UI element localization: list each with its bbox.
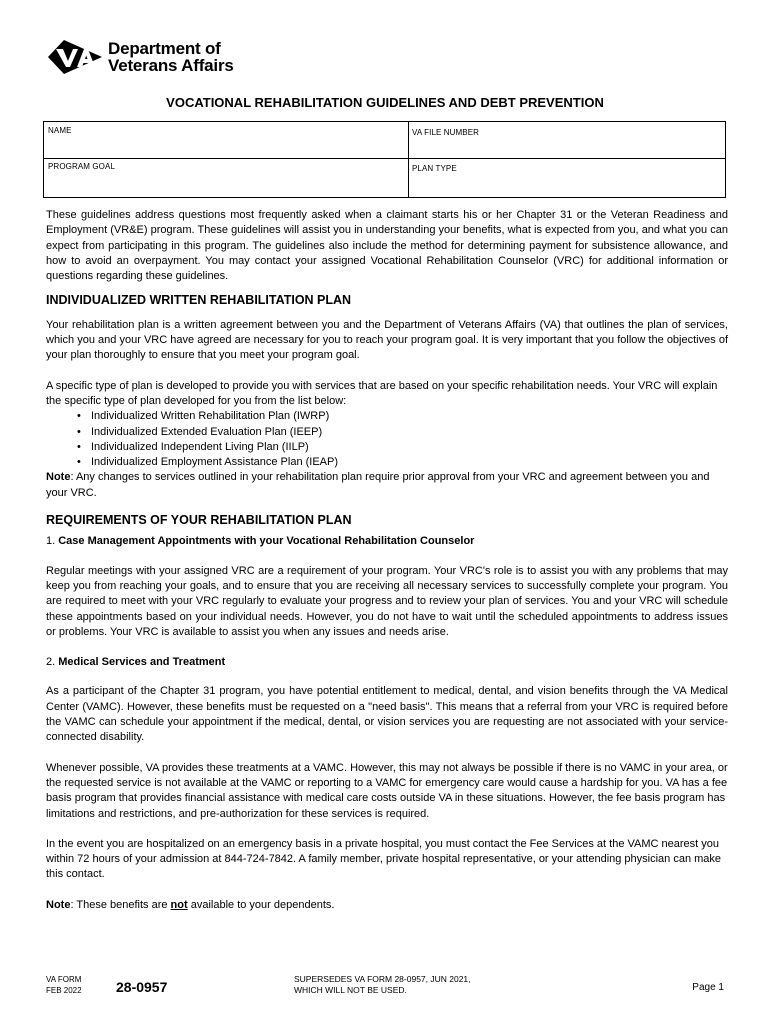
va-header (46, 36, 234, 78)
supersedes-line-1: SUPERSEDES VA FORM 28-0957, JUN 2021, (294, 974, 471, 984)
dependents-note (46, 898, 728, 913)
form-date: FEB 2022 (46, 986, 82, 995)
subheading-case-management (46, 534, 728, 549)
list-item: • Individualized Independent Living Plan (IILP) (77, 440, 728, 455)
note-text: available to your dependents. (187, 898, 335, 911)
list-item: • Individualized Extended Evaluation Plan (IEEP) (77, 425, 728, 440)
form-title: VOCATIONAL REHABILITATION GUIDELINES AND DEBT PREVENTION (166, 95, 604, 110)
note-label: Note (46, 471, 71, 484)
form-fields-box (43, 121, 726, 198)
section-heading-iwrp: INDIVIDUALIZED WRITTEN REHABILITATION PLAN (46, 293, 352, 308)
department-line-1: Department of (108, 39, 221, 58)
department-name (108, 40, 234, 74)
plan-note (46, 470, 728, 501)
document-body (46, 208, 728, 913)
form-label-text: VA FORM (46, 975, 82, 984)
field-divider-vertical (408, 122, 409, 197)
program-goal-field[interactable] (48, 172, 404, 194)
department-line-2: Veterans Affairs (108, 56, 234, 75)
note-text: : Any changes to services outlined in your rehabilitation plan require prior approval from your VRC and agreement between you and your VRC. (46, 471, 710, 499)
subheading-medical-services (46, 655, 728, 670)
plan-type-field[interactable] (412, 174, 722, 194)
item-title: Case Management Appointments with your Vocational Rehabilitation Counselor (58, 535, 475, 548)
list-item: • Individualized Employment Assistance Plan (IEAP) (77, 455, 728, 470)
iwrp-paragraph-2: A specific type of plan is developed to provide you with services that are based on your specific rehabilitation needs. Your VRC will explain the specific type of plan developed for you from the list below: (46, 379, 718, 407)
medical-paragraph-1: As a participant of the Chapter 31 program, you have potential entitlement to medical, dental, and vision benefits through the VA Medical Center (VAMC). However, these benefits must be requested on a "need basis". This means that a referral from your VRC is required before the VAMC can schedule your appointment if the medical, dental, or vision services you are requesting are not associated with your service-connected disability. (46, 685, 728, 744)
field-divider-horizontal (44, 158, 725, 159)
page-number: Page 1 (692, 982, 724, 993)
supersedes-line-2: WHICH WILL NOT BE USED. (294, 985, 407, 995)
form-label (46, 974, 82, 996)
item-number: 1. (46, 535, 59, 548)
name-field[interactable] (48, 136, 404, 156)
plan-type-list (77, 409, 728, 470)
file-number-field[interactable] (412, 138, 722, 156)
section-heading-requirements: REQUIREMENTS OF YOUR REHABILITATION PLAN (46, 513, 352, 528)
plan-type-field-label: PLAN TYPE (412, 164, 457, 173)
note-label: Note (46, 898, 71, 911)
va-logo-icon (46, 37, 104, 77)
note-text: : These benefits are (70, 898, 171, 911)
note-emphasis: not (170, 898, 188, 911)
form-number: 28-0957 (116, 979, 168, 995)
case-management-paragraph: Regular meetings with your assigned VRC are a requirement of your program. Your VRC's role is to assist you with any problems that may keep you from reaching your goals, and to ensure that you are receiving all necessary services to successfully complete your program. You are required to meet with your VRC regularly to evaluate your progress and to review your plan of services. You and your VRC will schedule these appointments based on your individual needs. However, you do not have to wait until the scheduled appointments to address issues or problems. Your VRC is available to assist you when any issues and needs arise. (46, 564, 728, 638)
page-footer (46, 974, 724, 1004)
supersedes-notice (294, 974, 471, 996)
list-item: • Individualized Written Rehabilitation Plan (IWRP) (77, 409, 728, 424)
name-field-label: NAME (48, 126, 72, 135)
file-number-field-label: VA FILE NUMBER (412, 128, 480, 137)
item-title: Medical Services and Treatment (58, 656, 226, 669)
medical-paragraph-2: Whenever possible, VA provides these treatments at a VAMC. However, this may not always be possible if there is no VAMC in your area, or the requested service is not available at the VAMC or reporting to a VAMC for emergency care would cause a hardship for you. VA has a fee basis program that provides financial assistance with medical care costs outside VA in these situations. However, the fee basis program has limitations and restrictions, and pre-authorization for these services is required. (46, 761, 728, 820)
intro-paragraph: These guidelines address questions most frequently asked when a claimant starts his or her Chapter 31 or the Veteran Readiness and Employment (VR&E) program. These guidelines will assist you in understanding your benefits, what is expected from you, and what you can expect from participating in this program. The guidelines also include the method for determining payment for subsistence allowance, and how to avoid an overpayment. You may contact your assigned Vocational Rehabilitation Counselor (VRC) for additional information or questions regarding these guidelines. (46, 209, 728, 283)
iwrp-paragraph-1: Your rehabilitation plan is a written agreement between you and the Department of Veterans Affairs (VA) that outlines the plan of services, which you and your VRC have agreed are necessary for you to reach your program goal. It is very important that you follow the objectives of your plan thoroughly to ensure that you meet your program goal. (46, 318, 728, 362)
item-number: 2. (46, 656, 59, 669)
medical-paragraph-3: In the event you are hospitalized on an emergency basis in a private hospital, you must contact the Fee Services at the VAMC nearest you within 72 hours of your admission at 844-724-7842. A family member, private hospital representative, or your attending physician can make this contact. (46, 837, 722, 881)
program-goal-field-label: PROGRAM GOAL (48, 162, 115, 171)
